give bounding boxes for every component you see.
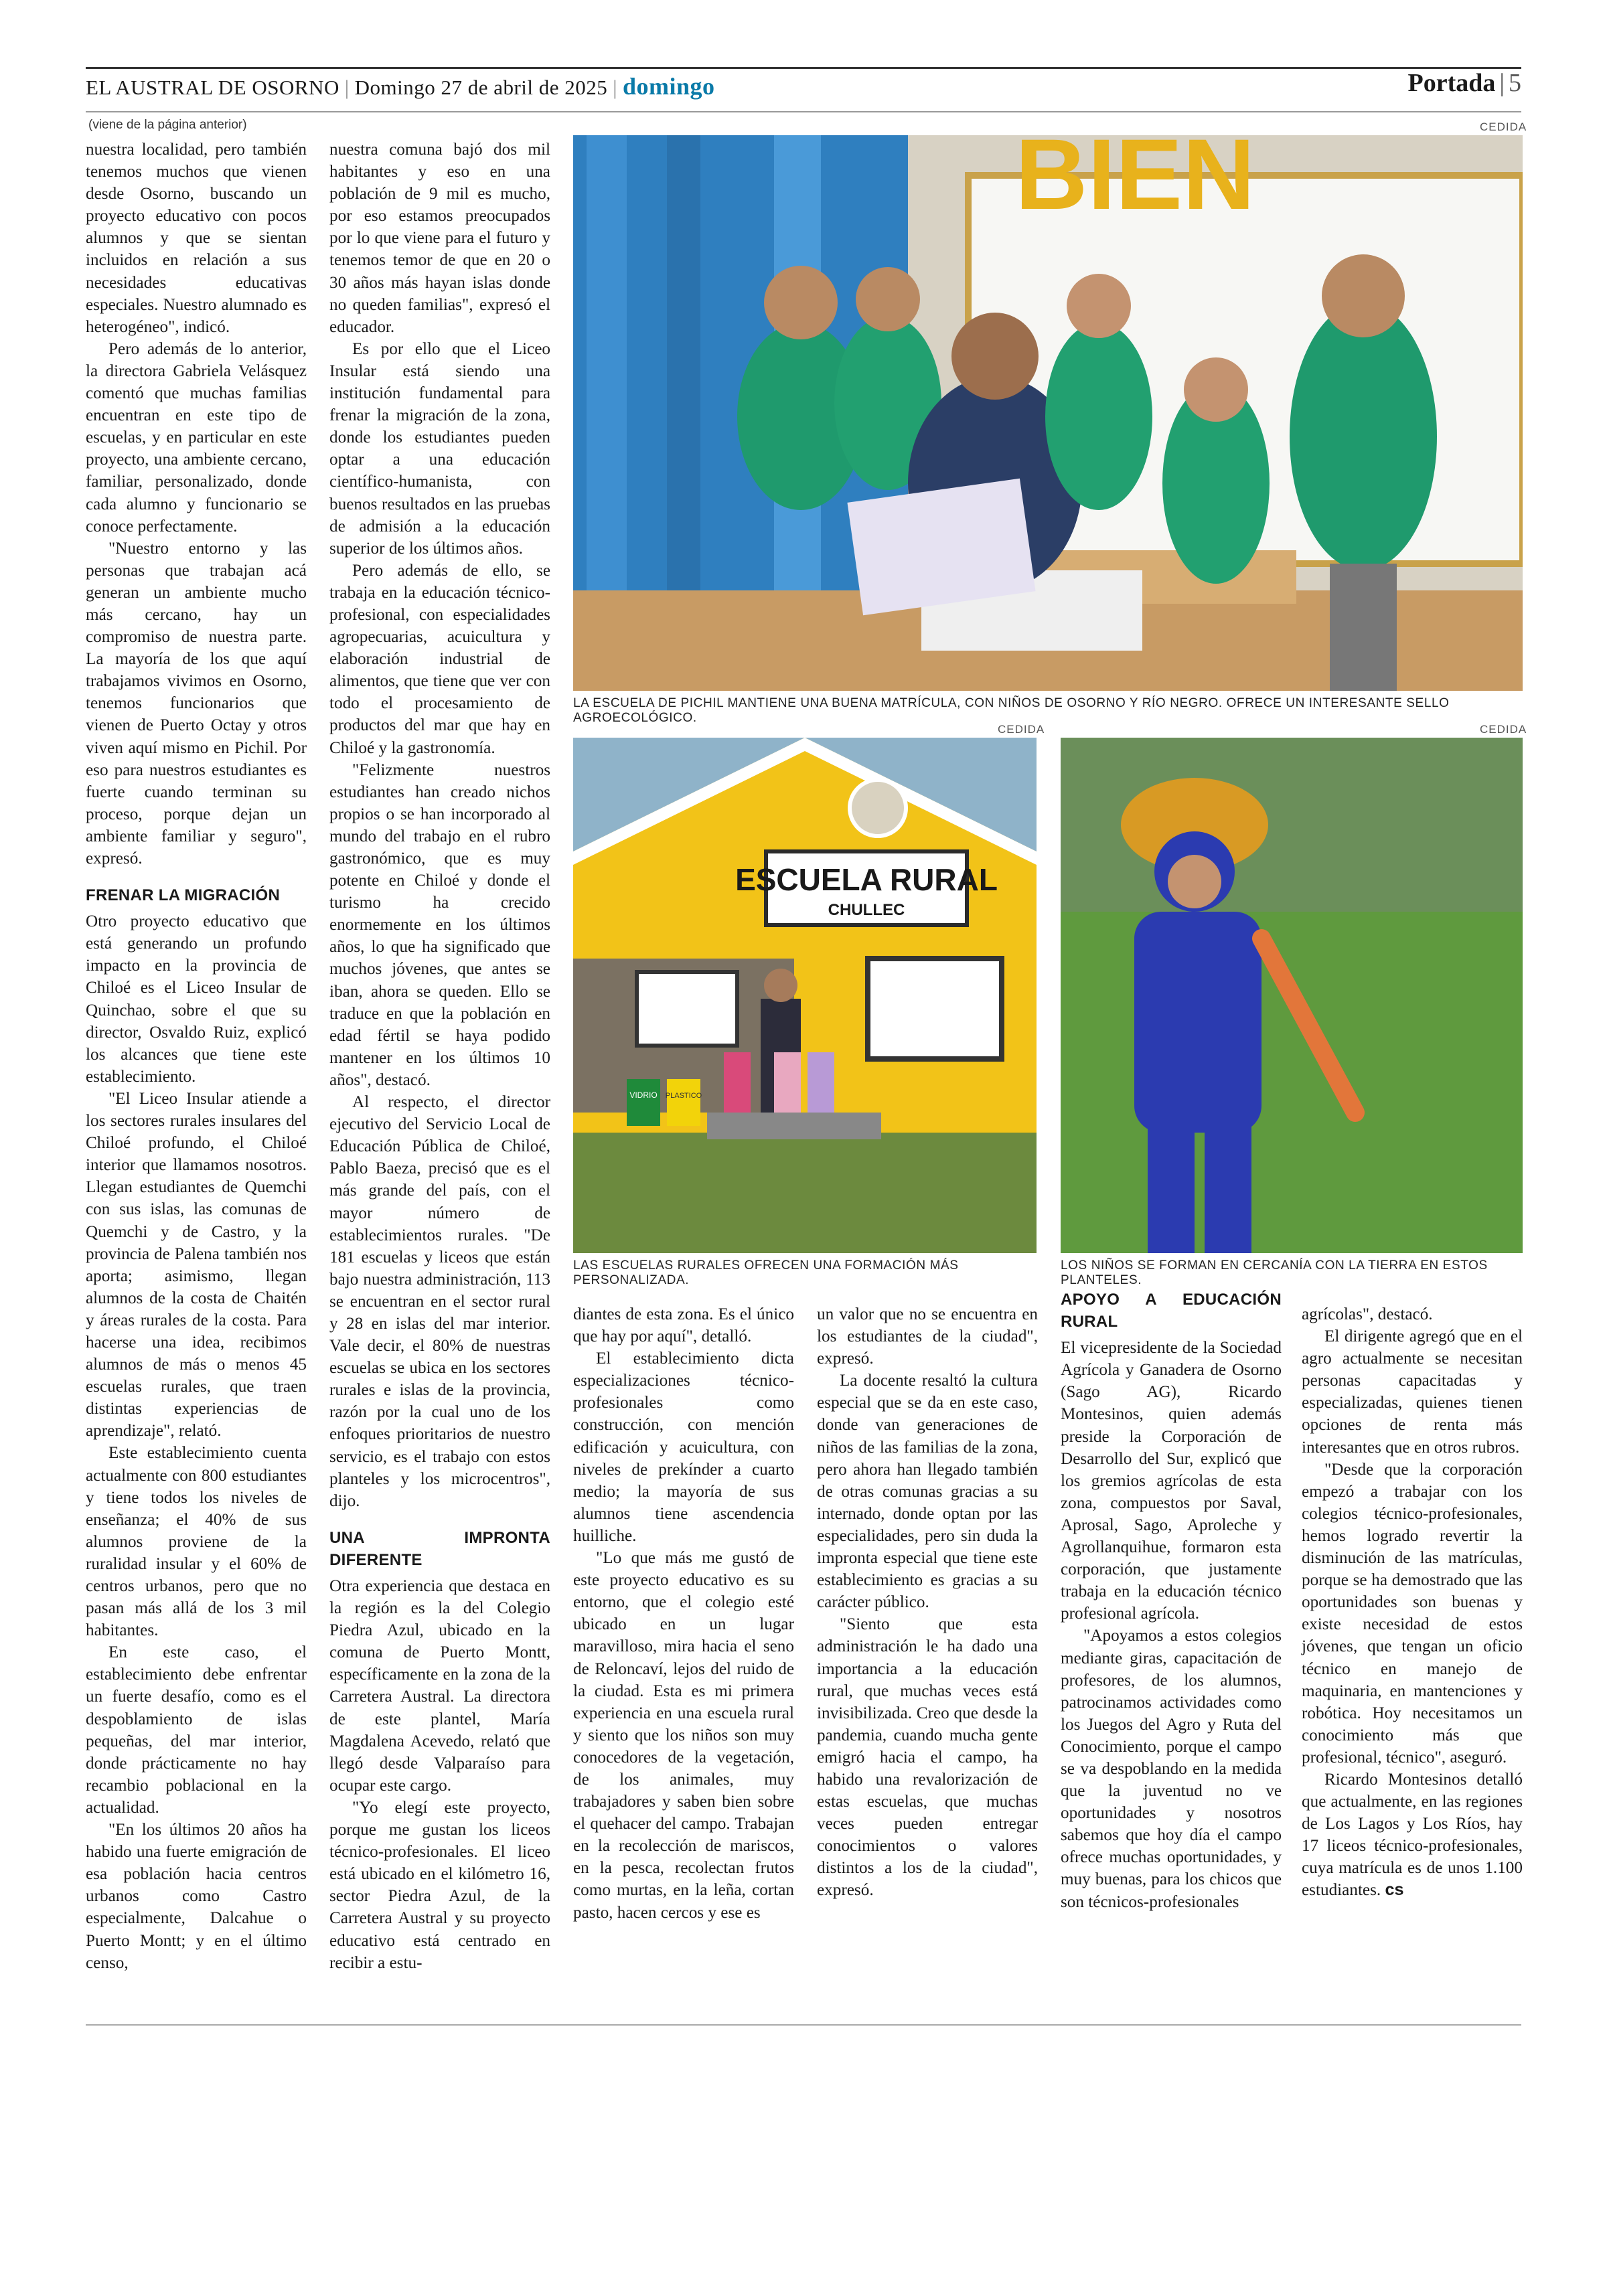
page-header [86, 64, 1521, 112]
col5-para-2: "Apoyamos a estos colegios mediante giras, capacitación de profesores, de los alumnos, patrocinamos actividades como los Juegos del Agro y Ruta del Conocimiento, porque el campo se va despoblando en la medida que la juventud no ve oportunidades y nosotros sabemos que hoy día el campo ofrece muchas oportunidades, y muy buenas, para los chicos que son técnicos-profesionales [1061, 1627, 1282, 1911]
child-photo-caption: LOS NIÑOS SE FORMAN EN CERCANÍA CON LA TIERRA EN ESTOS PLANTELES. [1061, 1258, 1488, 1287]
col1-para-3: "Nuestro entorno y las personas que trabajan acá generan un ambiente mucho más cercano, hay un compromiso de nuestra parte. La mayoría de los que aquí trabajamos vivimos en Osorno, tenemos funcionarios que vienen de Puerto Octay y otros viven aquí mismo en Pichil. Por eso para nuestros estudiantes es fuerte cuando terminan su proceso, porque dejan un ambiente familiar y seguro", expresó. [86, 539, 307, 868]
col1-para-6: Este establecimiento cuenta actualmente con 800 estudiantes y tiene todos los niveles de enseñanza; el 40% de sus alumnos proviene de la ruralidad insular y el 60% de centros urbanos, pero que no pasan más allá de los 3 mil habitantes. [86, 1444, 307, 1640]
col2-para-6: Otra experiencia que destaca en la región es la del Colegio Piedra Azul, ubicado en la comuna de Puerto Montt, específicamente en la zona de la Carretera Austral. La directora de este plantel, María Magdalena Acevedo, relató que llegó desde Valparaíso para ocupar este cargo. [329, 1577, 550, 1795]
school-illustration [573, 738, 1037, 1253]
top-photo-caption: LA ESCUELA DE PICHIL MANTIENE UNA BUENA MATRÍCULA, CON NIÑOS DE OSORNO Y RÍO NEGRO. OFRECE UN INTERESANTE SELLO AGROECOLÓGICO. [573, 696, 1450, 725]
plastic-bin-label: PLASTICO [665, 1092, 702, 1100]
col2-para-4: "Felizmente nuestros estudiantes han creado nichos propios o se han incorporado al mundo del trabajo en el rubro gastronómico, que es muy potente en Chiloé y donde el turismo ha crecido enormemente en los últimos años, lo que ha significado que muchos jóvenes, que antes se iban, ahora se queden. Ello se traduce en que la población en edad fértil se haya podido mantener en los últimos 10 años", destacó. [329, 760, 550, 1089]
page-section: Portada [1407, 69, 1496, 97]
header-right: Portada | 5 [1407, 69, 1521, 97]
school-photo-credit: CEDIDA [998, 723, 1045, 736]
col2-para-7: "Yo elegí este proyecto, porque me gustan los liceos técnico-profesionales. El liceo está ubicado en el kilómetro 16, sector Piedra Azul, de la Carretera Austral y su proyecto educativo está centrado en recibir a estu- [329, 1798, 550, 1972]
subhead-frenar-migracion: FRENAR LA MIGRACIÓN [86, 886, 281, 905]
publication-name: EL AUSTRAL DE OSORNO [86, 76, 339, 99]
header-left: EL AUSTRAL DE OSORNO | Domingo 27 de abril de 2025 | domingo [86, 73, 715, 100]
article-column-1 [86, 139, 307, 1974]
footer-rule [86, 2024, 1521, 2026]
school-photo-caption: LAS ESCUELAS RURALES OFRECEN UNA FORMACIÓN MÁS PERSONALIZADA. [573, 1258, 959, 1287]
col1-para-7: En este caso, el establecimiento debe enfrentar un fuerte desafío, como es el despoblamiento de islas pequeñas, del mar interior, donde prácticamente no hay recambio poblacional en la actualidad. [86, 1643, 307, 1817]
section-name: domingo [623, 73, 715, 100]
col1-para-8: "En los últimos 20 años ha habido una fuerte emigración de esa población hacia centros urbanos como Castro especialmente, Dalcahue o Puerto Montt; y en el último censo, [86, 1821, 307, 1972]
publication-date: Domingo 27 de abril de 2025 [354, 76, 608, 99]
child-photo [1061, 738, 1523, 1253]
col3-para-2: El establecimiento dicta especializaciones técnico-profesionales como construcción, con mención edificación y acuicultura, con niveles de prekínder a cuarto medio; la mayoría de sus alumnos tiene ascendencia huilliche. [573, 1349, 794, 1545]
col1-para-5: "El Liceo Insular atiende a los sectores rurales insulares del Chiloé profundo, el Chiloé interior que llamamos nosotros. Llegan estudiantes de Quemchi con sus islas, las comunas de Quemchi y de Castro, y la provincia de Palena también nos aporta; asimismo, llegan alumnos de la costa de Chaitén y áreas rurales de la costa. Para hacerse una idea, recibimos alumnos de más o menos 45 escuelas rurales, que traen distintas experiencias de aprendizaje", relató. [86, 1089, 307, 1441]
article-column-2 [329, 139, 550, 1974]
school-sign-name: ESCUELA RURAL [735, 862, 998, 897]
col6-para-1: agrícolas", destacó. [1302, 1305, 1433, 1323]
col6-para-4-text: Ricardo Montesinos detalló que actualmente, en las regiones de Los Lagos y Los Ríos, hay 17 liceos técnico-profesionales, cuya matrícula es de unos 1.100 estudiantes. [1302, 1770, 1523, 1900]
article-column-3 [573, 1303, 794, 1924]
col4-para-2: La docente resaltó la cultura especial que se da en este caso, donde van generaciones de niños de las familias de la zona, pero ahora han llegado también de otras comunas gracias a su internado, donde optan por las especialidades, pero sin duda la impronta especial que tiene este establecimiento es gracias a su carácter público. [817, 1372, 1038, 1612]
col1-para-1: nuestra localidad, pero también tenemos muchos que vienen desde Osorno, buscando un proyecto educativo con pocos alumnos y que se sientan incluidos en relación a sus necesidades educativas especiales. Nuestro alumnado es heterogéneo", indicó. [86, 141, 307, 336]
glass-bin-label: VIDRIO [629, 1090, 658, 1100]
col3-para-3: "Lo que más me gustó de este proyecto educativo es su entorno, que el colegio esté ubicado en un lugar maravilloso, mira hacia el seno de Reloncaví, lejos del ruido de la ciudad. Esta es mi primera experiencia en una escuela rural y siento que los niños son muy conocedores de la vegetación, de los animales, muy trabajadores y saben bien sobre el quehacer del campo. Trabajan en la recolección de mariscos, en la pesca, recolectan frutos como murtas, en la leña, cortan pasto, hacen cercos y ese es [573, 1549, 794, 1922]
col6-para-3: "Desde que la corporación empezó a trabajar con los colegios técnico-profesionales, hemos logrado revertir la disminución de las matrículas, porque se ha demostrado que las oportunidades son buenas y existe necesidad de estos jóvenes, que tengan un oficio técnico en manejo de maquinaria, en mantenciones y robótica. Hoy necesitamos un conocimiento más que profesional, técnico", aseguró. [1302, 1460, 1523, 1767]
wall-letters: BIEN [1015, 135, 1255, 230]
col1-para-4: Otro proyecto educativo que está generando un profundo impacto en la provincia de Chiloé es el Liceo Insular de Quinchao, sobre el que su director, Osvaldo Ruiz, explicó los alcances que tiene este establecimiento. [86, 912, 307, 1086]
article-column-4 [817, 1303, 1038, 1902]
col6-para-4 [1302, 1769, 1523, 1902]
col5-para-1: El vicepresidente de la Sociedad Agrícola y Ganadera de Osorno (Sago AG), Ricardo Montesinos, quien además preside la Corporación de Desarrollo del Sur, explicó que los gremios agrícolas de esta zona, compuestos por Saval, Aprosal, Sago, Aproleche y Agrollanquihue, formaron esta corporación, que justamente trabaja en la educación técnico profesional agrícola. [1061, 1339, 1282, 1623]
school-sign-place: CHULLEC [828, 901, 905, 919]
school-photo [573, 738, 1037, 1253]
col1-para-2: Pero además de lo anterior, la directora Gabriela Velásquez comentó que muchas familias encuentran en este tipo de escuelas, y en particular en este proyecto, una ambiente cercano, familiar, personalizado, donde cada alumno y funcionario se conoce perfectamente. [86, 339, 307, 536]
col4-para-3: "Siento que esta administración le ha dado una importancia a la educación rural, que muchas veces está invisibilizada. Creo que desde la pandemia, cuando mucha gente emigró hacia el campo, ha habido una revalorización de estas escuelas, que muchas veces pueden entregar conocimientos o valores distintos a los de la ciudad", expresó. [817, 1615, 1038, 1900]
top-photo [573, 135, 1523, 691]
col2-para-5: Al respecto, el director ejecutivo del Servicio Local de Educación Pública de Chiloé, Pablo Baeza, precisó que es el más grande del país, con el mayor número de establecimientos rurales. "De 181 escuelas y liceos que están bajo nuestra administración, 113 se encuentran en el sector rural y 28 en islas del mar interior. Vale decir, el 80% de nuestras escuelas se ubica en los sectores rurales e islas de la provincia, razón por la cual uno de los enfoques prioritarios de nuestro servicio, es el trabajo con estos planteles y los microcentros", dijo. [329, 1093, 550, 1510]
col2-para-3: Pero además de ello, se trabaja en la educación técnico-profesional, con especialidades agropecuarias, acuicultura y elaboración industrial de alimentos, que tiene que ver con todo el procesamiento de productos del mar que hay en Chiloé y la gastronomía. [329, 561, 550, 757]
end-mark: cs [1385, 1880, 1404, 1900]
continued-note: (viene de la página anterior) [88, 118, 247, 132]
col4-para-1: un valor que no se encuentra en los estudiantes de la ciudad", expresó. [817, 1305, 1038, 1368]
classroom-illustration [573, 135, 1523, 691]
article-column-5 [1061, 1289, 1282, 1913]
col2-para-1: nuestra comuna bajó dos mil habitantes y eso en una población de 9 mil es mucho, por eso estamos preocupados por lo que viene para el futuro y tenemos temor de que en 20 o 30 años más hayan islas donde no queden familias", expresó el educador. [329, 141, 550, 336]
subhead-apoyo: APOYO A EDUCACIÓN RURAL [1061, 1291, 1282, 1331]
header-bottom-rule [86, 111, 1521, 112]
col3-para-1: diantes de esta zona. Es el único que hay por aquí", detalló. [573, 1305, 794, 1346]
page-number: 5 [1509, 69, 1521, 97]
col2-para-2: Es por ello que el Liceo Insular está siendo una institución fundamental para frenar la migración de la zona, donde los estudiantes pueden optar a una educación científico-humanista, con buenos resultados en las pruebas de admisión a la educación superior de los últimos años. [329, 339, 550, 558]
article-column-6 [1302, 1303, 1523, 1902]
child-illustration [1061, 738, 1523, 1253]
child-photo-credit: CEDIDA [1480, 723, 1527, 736]
top-photo-credit: CEDIDA [1480, 120, 1527, 133]
col6-para-2: El dirigente agregó que en el agro actualmente se necesitan personas capacitadas y especializadas, quienes tienen opciones de renta más interesantes que en otros rubros. [1302, 1327, 1523, 1457]
subhead-impronta: UNA IMPRONTA DIFERENTE [329, 1528, 550, 1569]
